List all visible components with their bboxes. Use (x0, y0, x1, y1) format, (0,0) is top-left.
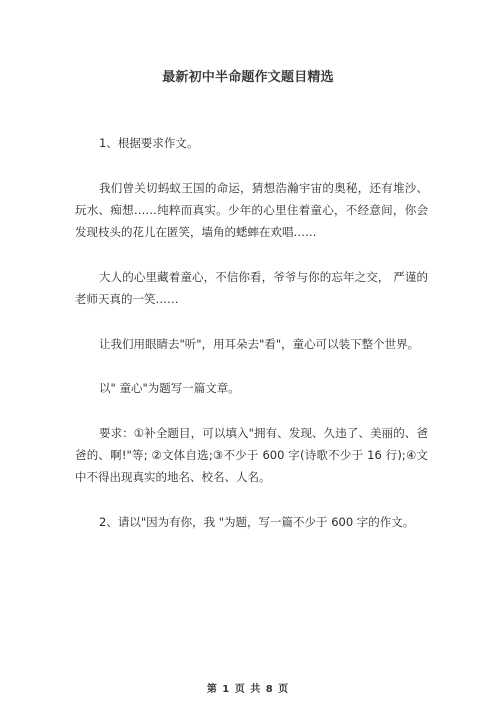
paragraph-task-1-heading: 1、根据要求作文。 (99, 136, 199, 150)
paragraph-task-1-prompt: 以" 童心"为题写一篇文章。 (99, 381, 240, 395)
paragraph-task-1-requirements: 要求：①补全题目，可以填入"拥有、发现、久违了、美丽的、爸爸的、啊!"等; ②文体自选;③不少于 600 字(诗歌不少于 16 行);④文中不得出现真实的地名、校名、人名。 (75, 426, 428, 484)
paragraph-task-1-world: 让我们用眼睛去"听"，用耳朵去"看"，童心可以装下整个世界。 (99, 337, 420, 351)
paragraph-task-1-intro: 我们曾关切蚂蚁王国的命运，猜想浩瀚宇宙的奥秘，还有堆沙、玩水、痴想……纯粹而真实。少年的心里住着童心，不经意间，你会发现枝头的花儿在匿笑，墙角的蟋蟀在欢唱…… (75, 181, 428, 239)
document-title: 最新初中半命题作文题目精选 (162, 70, 334, 85)
paragraph-task-2: 2、请以"因为有你，我 "为题，写一篇不少于 600 字的作文。 (99, 515, 415, 529)
document-body (75, 132, 428, 533)
page-footer: 第 1 页 共 8 页 (206, 684, 290, 695)
paragraph-task-1-adults: 大人的心里藏着童心，不信你看，爷爷与你的忘年之交， 严谨的老师天真的一笑…… (75, 270, 428, 306)
